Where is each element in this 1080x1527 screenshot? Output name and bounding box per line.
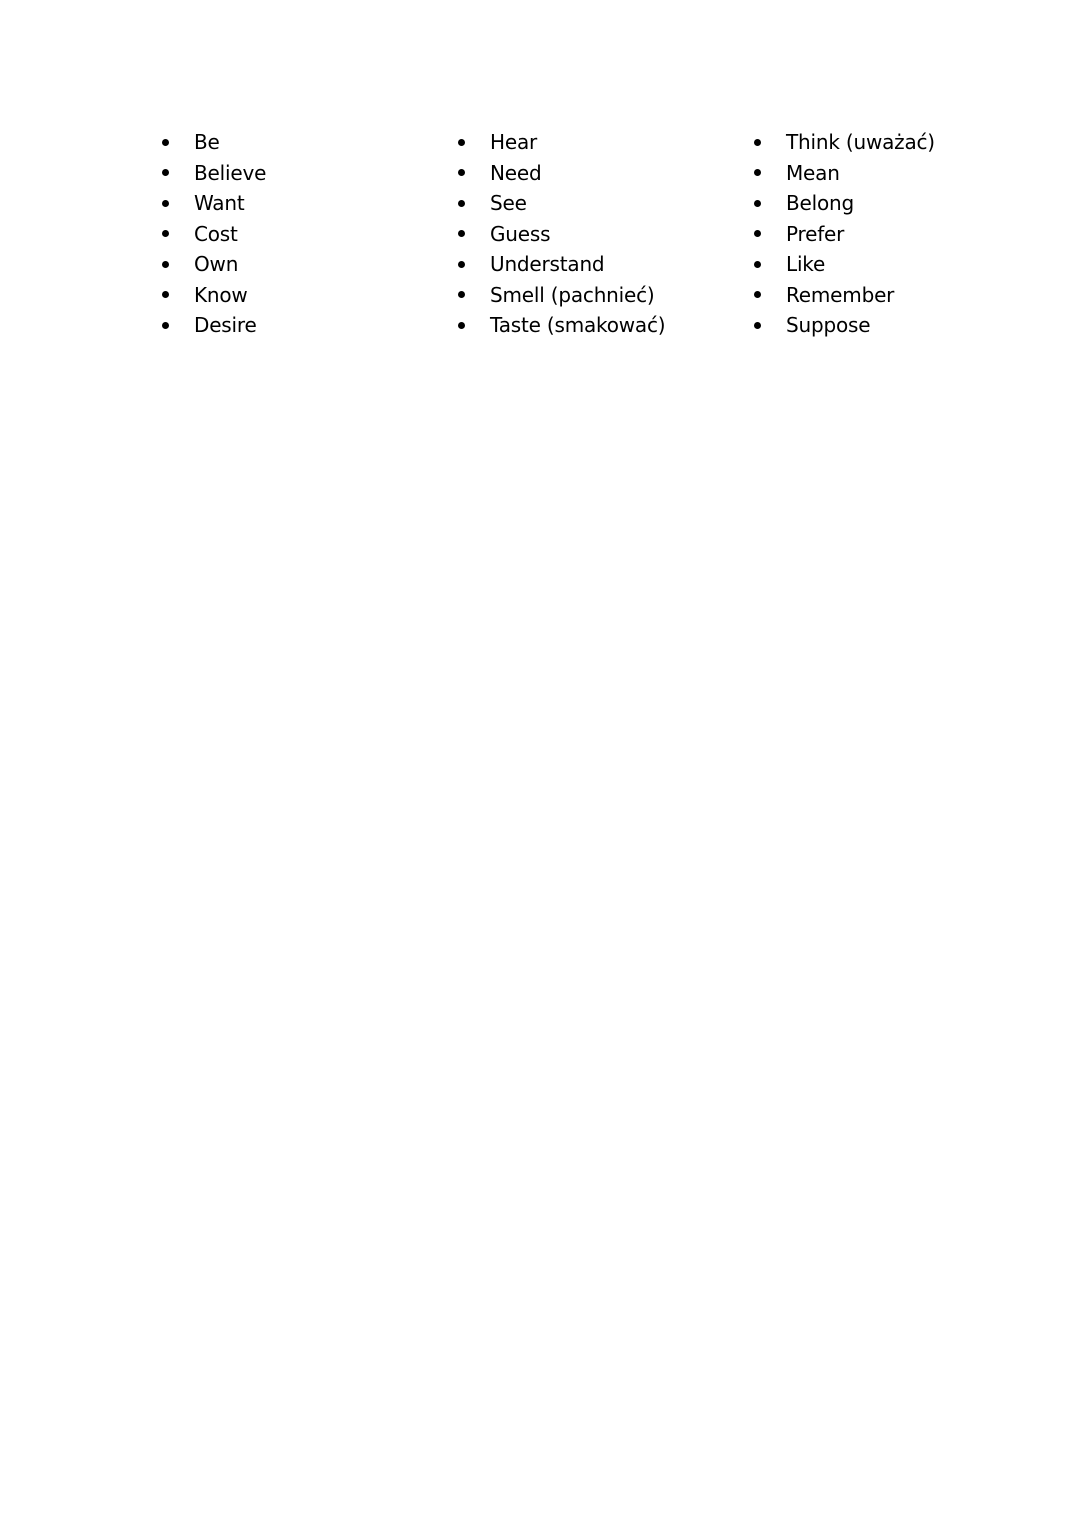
bullet-icon: [754, 200, 761, 207]
list-item-label: Understand: [490, 252, 605, 276]
bullet-icon: [162, 261, 169, 268]
list-item-label: See: [490, 191, 527, 215]
list-item-label: Want: [194, 191, 245, 215]
list-item-label: Guess: [490, 221, 551, 246]
bullet-icon: [458, 200, 465, 207]
list-item-label: Know: [194, 282, 248, 307]
bullet-icon: [458, 291, 465, 298]
bullet-icon: [162, 322, 169, 329]
bullet-icon: [754, 139, 761, 146]
bullet-icon: [754, 261, 761, 268]
list-item-label: Believe: [194, 160, 267, 185]
list-item-label: Own: [194, 252, 239, 276]
list-item-label: Prefer: [786, 221, 845, 246]
bullet-icon: [458, 230, 465, 237]
list-item-label: Be: [194, 130, 220, 154]
list-item-label: Belong: [786, 191, 854, 215]
list-item-label: Suppose: [786, 313, 871, 337]
list-item-label: Cost: [194, 221, 238, 246]
list-item-label: Think (uważać): [786, 130, 935, 154]
bullet-icon: [458, 169, 465, 176]
list-item-label: Smell (pachnieć): [490, 282, 655, 307]
list-item-label: Like: [786, 252, 826, 276]
bullet-icon: [162, 291, 169, 298]
list-item-label: Hear: [490, 130, 538, 154]
bullet-icon: [458, 139, 465, 146]
bullet-icon: [754, 322, 761, 329]
list-item-label: Taste (smakować): [490, 313, 666, 337]
list-item-label: Mean: [786, 160, 840, 185]
bullet-icon: [162, 169, 169, 176]
bullet-icon: [162, 200, 169, 207]
bullet-icon: [754, 230, 761, 237]
bullet-icon: [162, 230, 169, 237]
list-item-label: Remember: [786, 282, 895, 307]
bullet-icon: [754, 291, 761, 298]
bullet-icon: [754, 169, 761, 176]
list-item-label: Desire: [194, 313, 257, 337]
list-item-label: Need: [490, 160, 542, 185]
bullet-icon: [162, 139, 169, 146]
bullet-icon: [458, 261, 465, 268]
bullet-icon: [458, 322, 465, 329]
